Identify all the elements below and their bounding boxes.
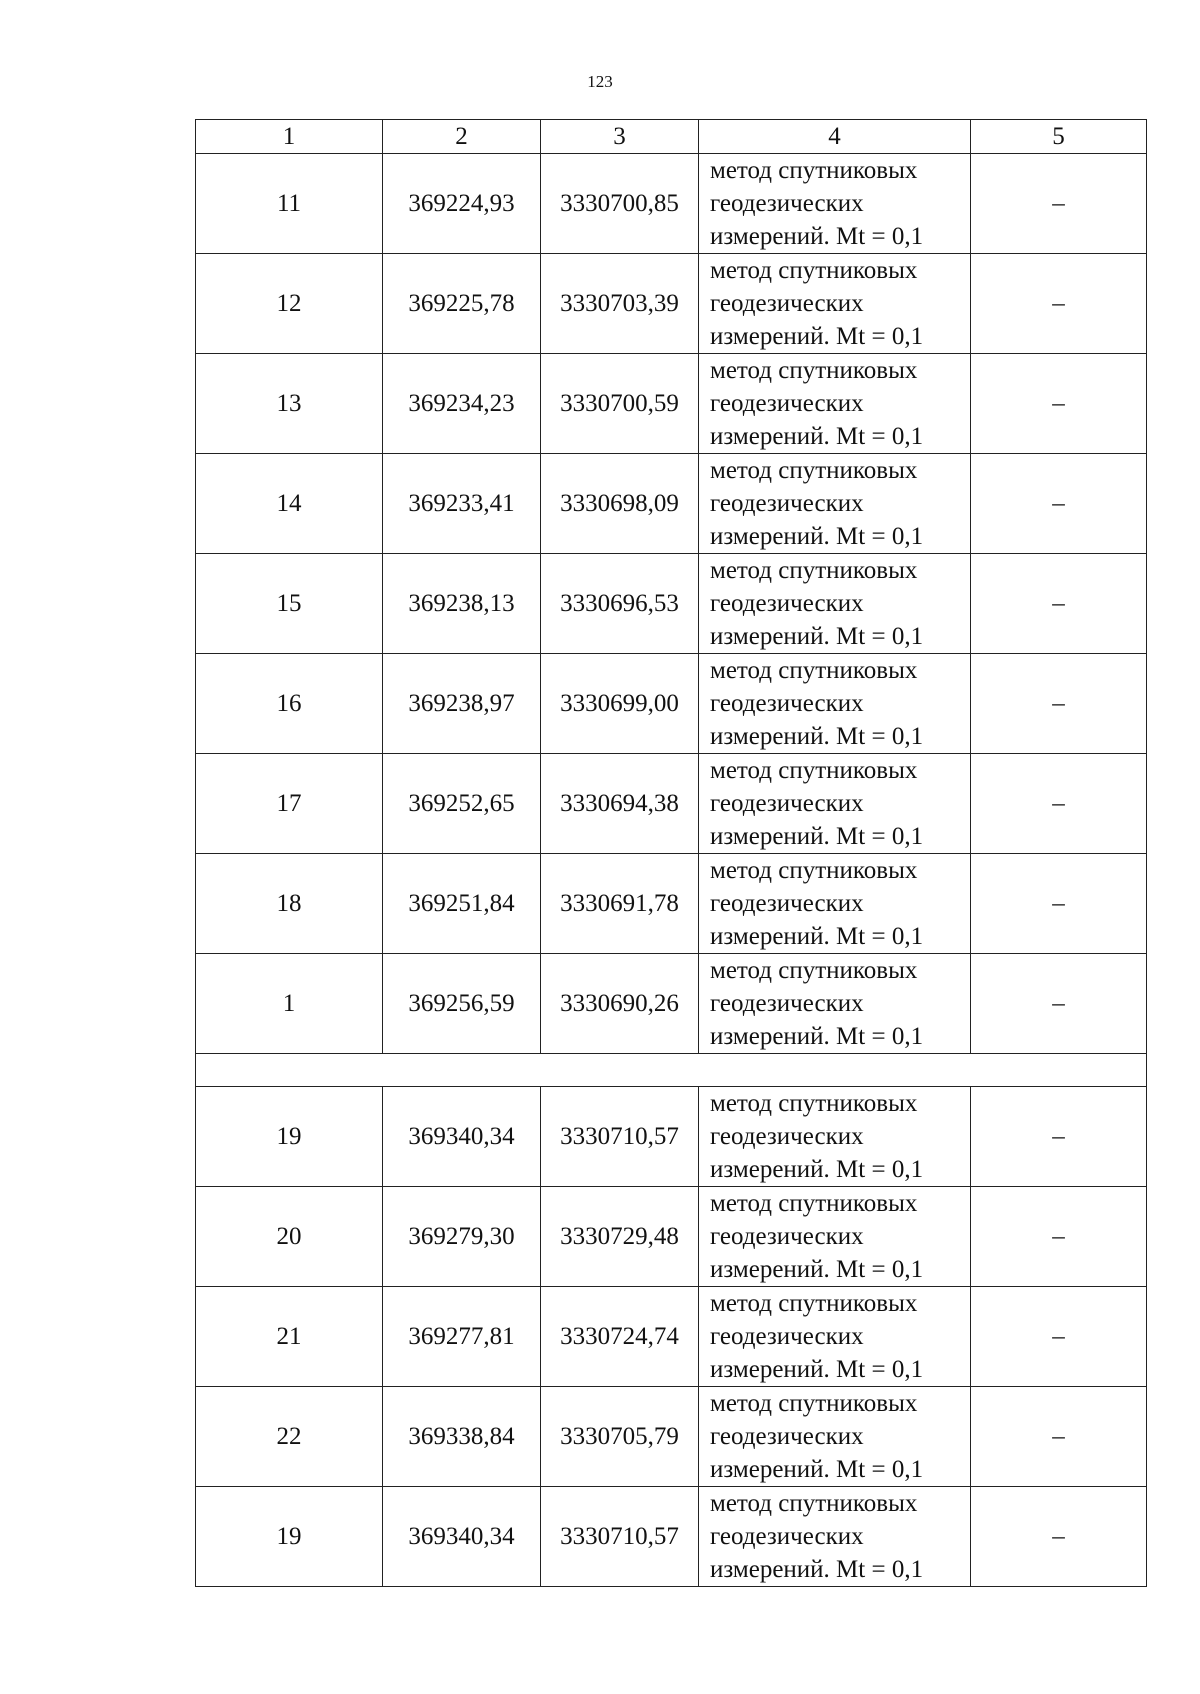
x-coordinate-cell: 369238,13 <box>383 554 541 654</box>
point-number-cell: 13 <box>196 354 383 454</box>
point-number-cell: 1 <box>196 954 383 1054</box>
table-row <box>196 354 1147 454</box>
y-coordinate-cell: 3330724,74 <box>541 1287 699 1387</box>
point-number-cell: 19 <box>196 1487 383 1587</box>
x-coordinate-cell: 369238,97 <box>383 654 541 754</box>
y-coordinate-cell: 3330696,53 <box>541 554 699 654</box>
method-line: геодезических <box>710 690 864 717</box>
method-line: геодезических <box>710 1323 864 1350</box>
x-coordinate-cell: 369251,84 <box>383 854 541 954</box>
point-number-cell: 16 <box>196 654 383 754</box>
table-row <box>196 454 1147 554</box>
method-line: геодезических <box>710 790 864 817</box>
method-cell <box>699 1287 971 1387</box>
y-coordinate-cell: 3330729,48 <box>541 1187 699 1287</box>
table-row <box>196 1187 1147 1287</box>
x-coordinate-cell: 369338,84 <box>383 1387 541 1487</box>
method-cell <box>699 154 971 254</box>
method-line: метод спутниковых <box>710 557 918 584</box>
method-line: метод спутниковых <box>710 857 918 884</box>
table-row <box>196 154 1147 254</box>
header-cell-4: 4 <box>699 120 971 154</box>
point-number-cell: 11 <box>196 154 383 254</box>
y-coordinate-cell: 3330710,57 <box>541 1487 699 1587</box>
method-line: метод спутниковых <box>710 357 918 384</box>
x-coordinate-cell: 369277,81 <box>383 1287 541 1387</box>
y-coordinate-cell: 3330691,78 <box>541 854 699 954</box>
method-line: геодезических <box>710 390 864 417</box>
method-line: геодезических <box>710 490 864 517</box>
y-coordinate-cell: 3330700,85 <box>541 154 699 254</box>
note-cell: – <box>971 554 1147 654</box>
point-number-cell: 19 <box>196 1087 383 1187</box>
note-cell: – <box>971 354 1147 454</box>
table-body <box>196 120 1147 1587</box>
method-line: измерений. Mt = 0,1 <box>710 1556 924 1583</box>
table-row <box>196 254 1147 354</box>
table-row <box>196 854 1147 954</box>
table-row <box>196 754 1147 854</box>
point-number-cell: 20 <box>196 1187 383 1287</box>
method-line: метод спутниковых <box>710 157 918 184</box>
method-cell <box>699 354 971 454</box>
method-line: измерений. Mt = 0,1 <box>710 723 924 750</box>
coordinates-table <box>195 119 1147 1587</box>
note-cell: – <box>971 1187 1147 1287</box>
method-line: измерений. Mt = 0,1 <box>710 923 924 950</box>
method-line: геодезических <box>710 290 864 317</box>
method-line: метод спутниковых <box>710 1490 918 1517</box>
method-line: измерений. Mt = 0,1 <box>710 1023 924 1050</box>
method-line: измерений. Mt = 0,1 <box>710 423 924 450</box>
method-cell <box>699 454 971 554</box>
method-cell <box>699 854 971 954</box>
table-row <box>196 1087 1147 1187</box>
method-line: метод спутниковых <box>710 657 918 684</box>
method-line: геодезических <box>710 890 864 917</box>
method-line: геодезических <box>710 1123 864 1150</box>
method-line: измерений. Mt = 0,1 <box>710 223 924 250</box>
method-cell <box>699 1087 971 1187</box>
table-row <box>196 954 1147 1054</box>
method-line: измерений. Mt = 0,1 <box>710 1256 924 1283</box>
method-line: измерений. Mt = 0,1 <box>710 1156 924 1183</box>
header-cell-1: 1 <box>196 120 383 154</box>
header-cell-5: 5 <box>971 120 1147 154</box>
table-row <box>196 1387 1147 1487</box>
note-cell: – <box>971 254 1147 354</box>
note-cell: – <box>971 154 1147 254</box>
point-number-cell: 22 <box>196 1387 383 1487</box>
point-number-cell: 12 <box>196 254 383 354</box>
group-separator-row <box>196 1054 1147 1087</box>
header-cell-3: 3 <box>541 120 699 154</box>
method-line: метод спутниковых <box>710 1190 918 1217</box>
method-line: метод спутниковых <box>710 257 918 284</box>
x-coordinate-cell: 369279,30 <box>383 1187 541 1287</box>
point-number-cell: 18 <box>196 854 383 954</box>
method-cell <box>699 754 971 854</box>
header-cell-2: 2 <box>383 120 541 154</box>
note-cell: – <box>971 654 1147 754</box>
method-line: измерений. Mt = 0,1 <box>710 1456 924 1483</box>
y-coordinate-cell: 3330690,26 <box>541 954 699 1054</box>
point-number-cell: 21 <box>196 1287 383 1387</box>
method-line: измерений. Mt = 0,1 <box>710 623 924 650</box>
note-cell: – <box>971 1287 1147 1387</box>
method-cell <box>699 254 971 354</box>
method-cell <box>699 1487 971 1587</box>
table-row <box>196 554 1147 654</box>
method-cell <box>699 654 971 754</box>
point-number-cell: 15 <box>196 554 383 654</box>
table-row <box>196 1287 1147 1387</box>
y-coordinate-cell: 3330710,57 <box>541 1087 699 1187</box>
y-coordinate-cell: 3330694,38 <box>541 754 699 854</box>
point-number-cell: 17 <box>196 754 383 854</box>
point-number-cell: 14 <box>196 454 383 554</box>
method-line: измерений. Mt = 0,1 <box>710 1356 924 1383</box>
method-line: измерений. Mt = 0,1 <box>710 523 924 550</box>
method-line: метод спутниковых <box>710 1390 918 1417</box>
method-line: геодезических <box>710 990 864 1017</box>
method-line: метод спутниковых <box>710 1290 918 1317</box>
note-cell: – <box>971 1487 1147 1587</box>
note-cell: – <box>971 954 1147 1054</box>
method-line: измерений. Mt = 0,1 <box>710 323 924 350</box>
x-coordinate-cell: 369224,93 <box>383 154 541 254</box>
method-cell <box>699 1187 971 1287</box>
y-coordinate-cell: 3330698,09 <box>541 454 699 554</box>
method-line: метод спутниковых <box>710 457 918 484</box>
note-cell: – <box>971 1387 1147 1487</box>
table-row <box>196 1487 1147 1587</box>
method-line: метод спутниковых <box>710 757 918 784</box>
x-coordinate-cell: 369340,34 <box>383 1487 541 1587</box>
note-cell: – <box>971 1087 1147 1187</box>
x-coordinate-cell: 369252,65 <box>383 754 541 854</box>
method-line: метод спутниковых <box>710 1090 918 1117</box>
group-separator-cell <box>196 1054 1147 1087</box>
y-coordinate-cell: 3330703,39 <box>541 254 699 354</box>
method-cell <box>699 554 971 654</box>
method-line: геодезических <box>710 1223 864 1250</box>
x-coordinate-cell: 369340,34 <box>383 1087 541 1187</box>
x-coordinate-cell: 369256,59 <box>383 954 541 1054</box>
y-coordinate-cell: 3330699,00 <box>541 654 699 754</box>
method-line: геодезических <box>710 1523 864 1550</box>
y-coordinate-cell: 3330700,59 <box>541 354 699 454</box>
method-line: измерений. Mt = 0,1 <box>710 823 924 850</box>
y-coordinate-cell: 3330705,79 <box>541 1387 699 1487</box>
method-cell <box>699 954 971 1054</box>
method-line: геодезических <box>710 1423 864 1450</box>
note-cell: – <box>971 854 1147 954</box>
method-line: геодезических <box>710 590 864 617</box>
page-number: 123 <box>587 72 613 91</box>
x-coordinate-cell: 369234,23 <box>383 354 541 454</box>
method-line: геодезических <box>710 190 864 217</box>
table-header-row <box>196 120 1147 154</box>
note-cell: – <box>971 754 1147 854</box>
note-cell: – <box>971 454 1147 554</box>
x-coordinate-cell: 369233,41 <box>383 454 541 554</box>
method-line: метод спутниковых <box>710 957 918 984</box>
x-coordinate-cell: 369225,78 <box>383 254 541 354</box>
table-row <box>196 654 1147 754</box>
method-cell <box>699 1387 971 1487</box>
